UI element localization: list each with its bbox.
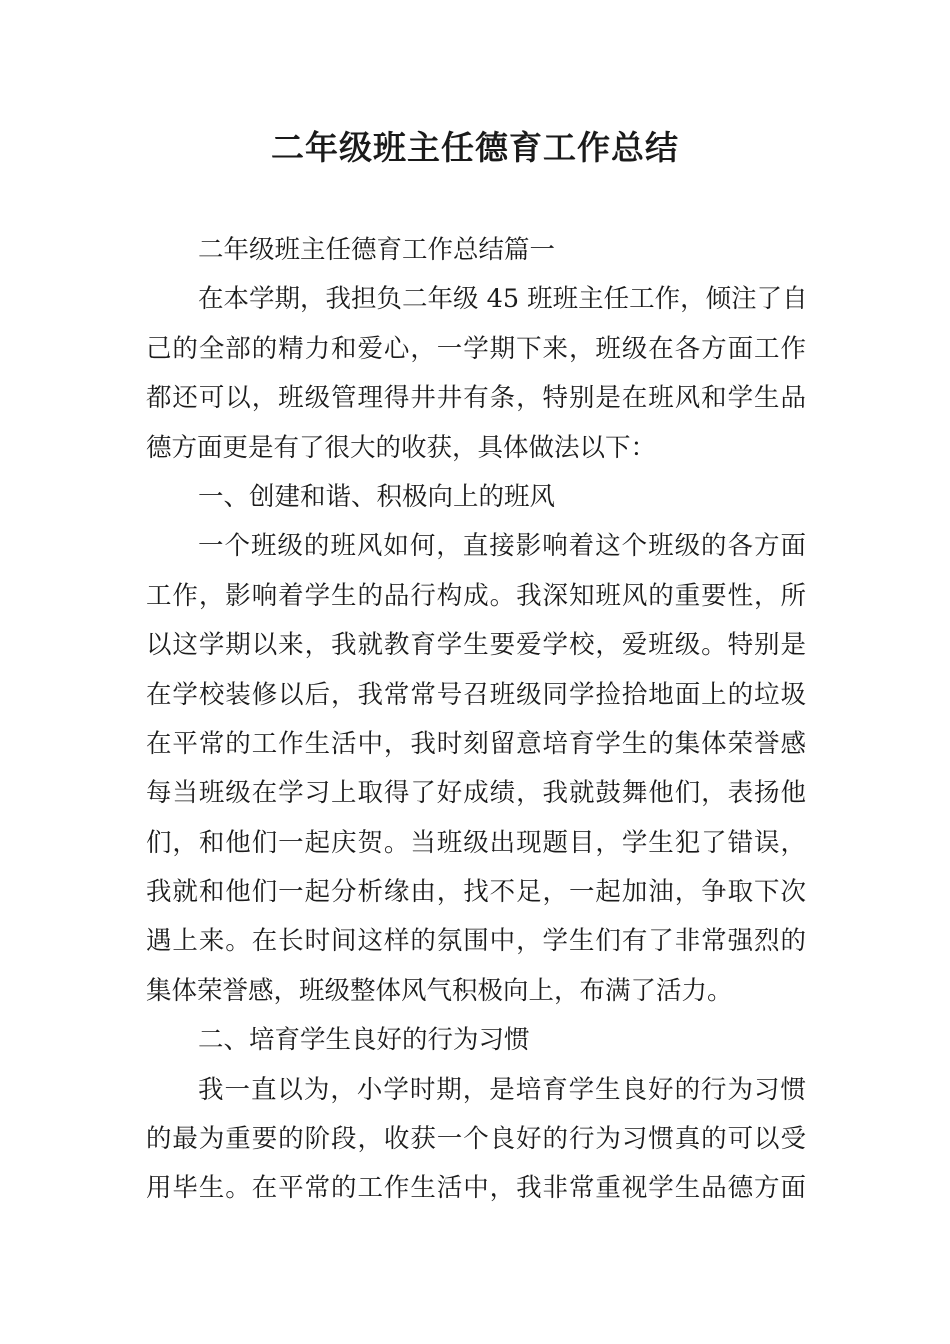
paragraph-line: 的最为重要的阶段，收获一个良好的行为习惯真的可以受: [146, 1124, 806, 1155]
document-title: 二年级班主任德育工作总结: [271, 128, 679, 167]
paragraph-line: 以这学期以来，我就教育学生要爱学校，爱班级。特别是: [146, 630, 806, 661]
paragraph-line: 们，和他们一起庆贺。当班级出现题目，学生犯了错误，: [146, 827, 806, 858]
paragraph-line: 我就和他们一起分析缘由，找不足，一起加油，争取下次: [146, 877, 806, 908]
paragraph-line: 工作，影响着学生的品行构成。我深知班风的重要性，所: [146, 580, 806, 611]
paragraph-line: 集体荣誉感，班级整体风气积极向上，布满了活力。: [146, 975, 733, 1006]
section-heading: 二、培育学生良好的行为习惯: [198, 1025, 530, 1056]
paragraph-line: 在本学期，我担负二年级 45 班班主任工作，倾注了自: [198, 284, 808, 315]
paragraph-line: 每当班级在学习上取得了好成绩，我就鼓舞他们，表扬他: [146, 778, 806, 809]
paragraph-line: 一个班级的班风如何，直接影响着这个班级的各方面: [198, 531, 806, 562]
paragraph-line: 德方面更是有了很大的收获，具体做法以下：: [146, 432, 657, 463]
document-body: [146, 226, 806, 1214]
paragraph-line: 在平常的工作生活中，我时刻留意培育学生的集体荣誉感: [146, 728, 806, 759]
paragraph-line: 己的全部的精力和爱心，一学期下来，班级在各方面工作: [146, 333, 806, 364]
paragraph-line: 遇上来。在长时间这样的氛围中，学生们有了非常强烈的: [146, 926, 806, 957]
paragraph-line: 都还可以，班级管理得井井有条，特别是在班风和学生品: [146, 383, 806, 414]
paragraph-line: 用毕生。在平常的工作生活中，我非常重视学生品德方面: [146, 1173, 806, 1204]
section-heading: 一、创建和谐、积极向上的班风: [198, 481, 556, 512]
section-heading: 二年级班主任德育工作总结篇一: [198, 235, 556, 265]
paragraph-line: 在学校装修以后，我常常号召班级同学捡拾地面上的垃圾: [146, 679, 806, 710]
paragraph-line: 我一直以为，小学时期，是培育学生良好的行为习惯: [198, 1074, 806, 1105]
